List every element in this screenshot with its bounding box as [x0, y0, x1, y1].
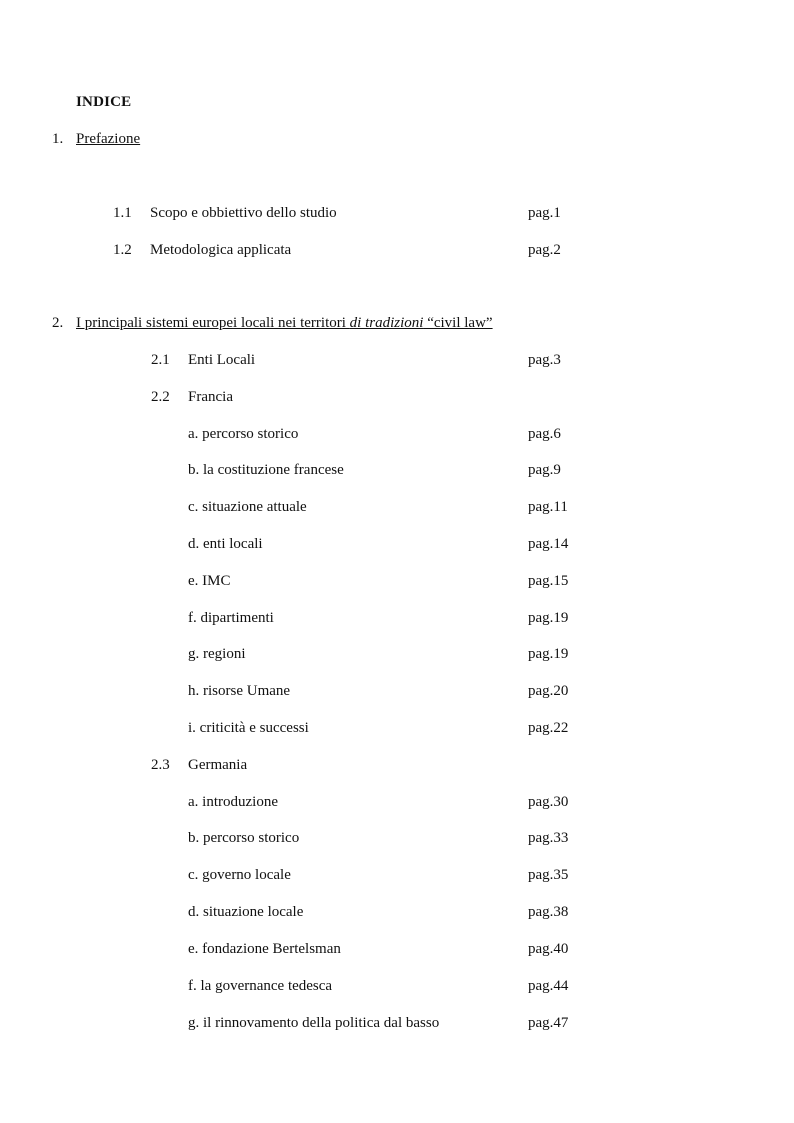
section-title-part: “civil law”: [423, 315, 493, 331]
entry-label: a. percorso storico: [188, 426, 299, 442]
toc-subentry: [0, 720, 794, 740]
toc-subentry: [0, 536, 794, 556]
entry-label: e. fondazione Bertelsman: [188, 941, 341, 957]
toc-subentry: [0, 462, 794, 482]
entry-number: 2.2: [151, 389, 170, 405]
entry-page: pag.19: [528, 610, 569, 626]
entry-page: pag.3: [528, 352, 561, 368]
entry-page: pag.22: [528, 720, 569, 736]
entry-page: pag.38: [528, 904, 569, 920]
entry-label: c. situazione attuale: [188, 499, 307, 515]
entry-page: pag.14: [528, 536, 569, 552]
section-heading-2: [52, 315, 493, 332]
section-title-part: I principali sistemi europei locali nei territori: [76, 315, 350, 331]
entry-page: pag.20: [528, 683, 569, 699]
toc-subentry: [0, 904, 794, 924]
toc-subentry: [0, 867, 794, 887]
section-number: 2.: [52, 315, 64, 331]
section-title-italic: di tradizioni: [349, 315, 424, 331]
toc-subentry: [0, 683, 794, 703]
entry-label: Metodologica applicata: [150, 242, 292, 258]
entry-page: pag.15: [528, 573, 569, 589]
toc-entry: [0, 352, 794, 372]
entry-label: g. regioni: [188, 646, 246, 662]
entry-label: Francia: [188, 389, 233, 405]
entry-page: pag.2: [528, 242, 561, 258]
entry-page: pag.40: [528, 941, 569, 957]
toc-subentry: [0, 1015, 794, 1035]
entry-label: d. situazione locale: [188, 904, 304, 920]
entry-label: b. la costituzione francese: [188, 462, 344, 478]
entry-label: a. introduzione: [188, 794, 278, 810]
entry-page: pag.33: [528, 830, 569, 846]
entry-number: 2.3: [151, 757, 170, 773]
toc-subentry: [0, 941, 794, 961]
entry-number: 1.2: [113, 242, 132, 258]
entry-number: 1.1: [113, 205, 132, 221]
toc-subentry: [0, 646, 794, 666]
entry-label: Enti Locali: [188, 352, 256, 368]
entry-label: b. percorso storico: [188, 830, 300, 846]
entry-label: e. IMC: [188, 573, 231, 589]
entry-label: f. dipartimenti: [188, 610, 274, 626]
entry-label: Germania: [188, 757, 248, 773]
toc-entry: [0, 205, 794, 225]
entry-page: pag.30: [528, 794, 569, 810]
entry-page: pag.47: [528, 1015, 569, 1031]
entry-page: pag.11: [528, 499, 568, 515]
section-number: 1.: [52, 131, 64, 147]
entry-page: pag.44: [528, 978, 569, 994]
section-title: [76, 315, 493, 331]
entry-label: h. risorse Umane: [188, 683, 291, 699]
entry-label: c. governo locale: [188, 867, 291, 883]
toc-subentry: [0, 426, 794, 446]
toc-subentry: [0, 978, 794, 998]
section-title: Prefazione: [76, 131, 141, 147]
toc-entry: [0, 757, 794, 777]
entry-label: d. enti locali: [188, 536, 263, 552]
entry-page: pag.9: [528, 462, 561, 478]
entry-label: i. criticità e successi: [188, 720, 309, 736]
toc-subentry: [0, 830, 794, 850]
toc-subentry: [0, 794, 794, 814]
entry-label: f. la governance tedesca: [188, 978, 333, 994]
entry-page: pag.1: [528, 205, 561, 221]
entry-number: 2.1: [151, 352, 170, 368]
page-title: INDICE: [76, 94, 132, 110]
entry-page: pag.35: [528, 867, 569, 883]
entry-page: pag.19: [528, 646, 569, 662]
entry-label: Scopo e obbiettivo dello studio: [150, 205, 337, 221]
toc-subentry: [0, 610, 794, 630]
entry-page: pag.6: [528, 426, 561, 442]
section-heading-1: [52, 131, 140, 148]
toc-entry: [0, 242, 794, 262]
toc-subentry: [0, 499, 794, 519]
toc-entry: [0, 389, 794, 409]
entry-label: g. il rinnovamento della politica dal basso: [188, 1015, 440, 1031]
toc-subentry: [0, 573, 794, 593]
